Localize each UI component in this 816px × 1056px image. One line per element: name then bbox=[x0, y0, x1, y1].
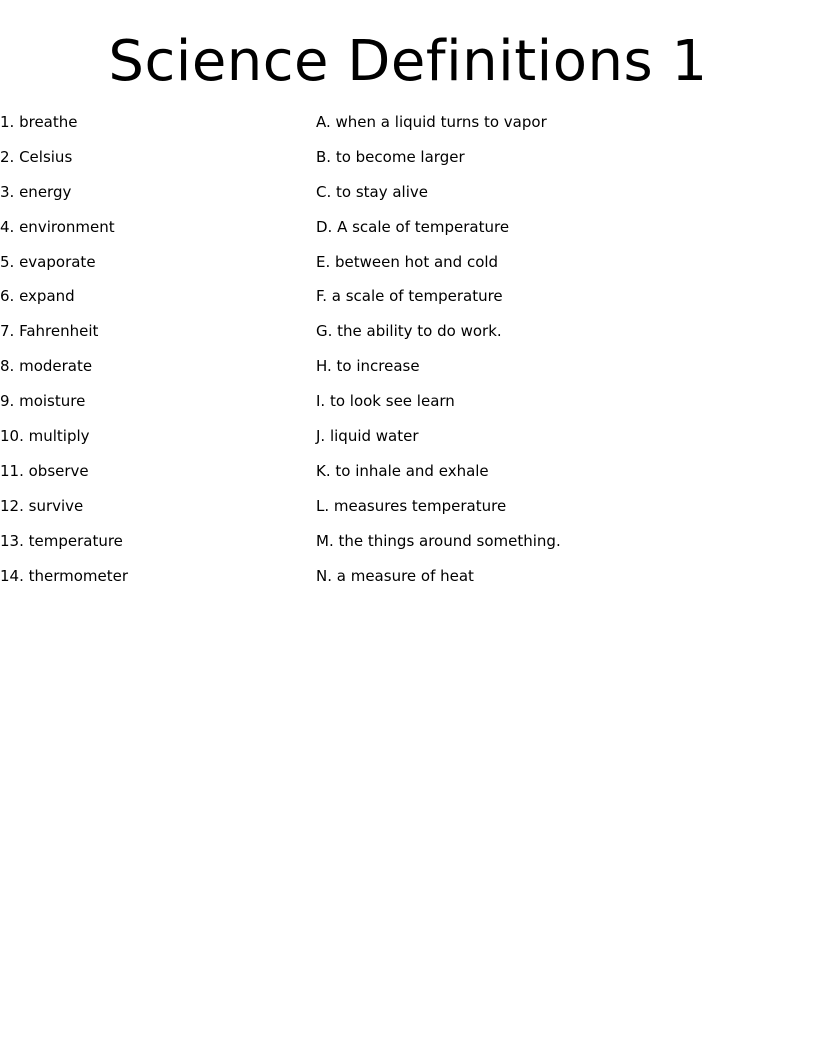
term-item: 2. Celsius bbox=[0, 147, 73, 166]
definition-item: B. to become larger bbox=[316, 147, 465, 166]
definition-item: C. to stay alive bbox=[316, 182, 429, 201]
definition-item: G. the ability to do work. bbox=[316, 322, 502, 341]
definition-list bbox=[316, 110, 796, 598]
definition-item: E. between hot and cold bbox=[316, 252, 499, 271]
definition-item: N. a measure of heat bbox=[316, 566, 474, 585]
term-item: 13. temperature bbox=[0, 531, 123, 550]
term-item: 4. environment bbox=[0, 217, 115, 236]
definition-item: J. liquid water bbox=[316, 427, 419, 446]
term-item: 10. multiply bbox=[0, 427, 90, 446]
definition-item: D. A scale of temperature bbox=[316, 217, 510, 236]
definition-item: K. to inhale and exhale bbox=[316, 461, 489, 480]
term-list bbox=[0, 110, 300, 598]
term-item: 7. Fahrenheit bbox=[0, 322, 99, 341]
term-item: 8. moderate bbox=[0, 357, 93, 376]
term-item: 6. expand bbox=[0, 287, 75, 306]
term-item: 12. survive bbox=[0, 496, 84, 515]
term-item: 5. evaporate bbox=[0, 252, 96, 271]
term-item: 1. breathe bbox=[0, 113, 78, 131]
term-item: 11. observe bbox=[0, 461, 89, 480]
definition-item: A. when a liquid turns to vapor bbox=[316, 113, 547, 131]
definition-item: I. to look see learn bbox=[316, 392, 455, 411]
definition-item: L. measures temperature bbox=[316, 496, 507, 515]
term-item: 14. thermometer bbox=[0, 566, 129, 585]
definition-item: H. to increase bbox=[316, 357, 420, 376]
page-title: Science Definitions 1 bbox=[108, 29, 708, 94]
definition-item: F. a scale of temperature bbox=[316, 287, 503, 306]
term-item: 9. moisture bbox=[0, 392, 86, 411]
definition-item: M. the things around something. bbox=[316, 531, 561, 550]
term-item: 3. energy bbox=[0, 182, 72, 201]
